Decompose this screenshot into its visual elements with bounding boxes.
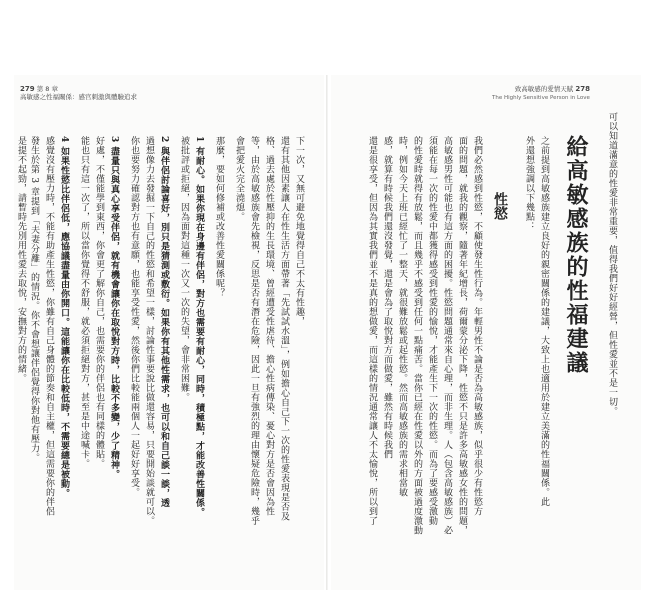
tip-2-cont-2: 你也要努力確認對方也有意願，也能享受性愛，然後你們比較能兩個人一起好好享受。 <box>129 136 139 497</box>
tip-2: 2 與伴侶討論喜好，別只是猜測或敷衍。如果你有其他性需求，也可以和自己談一談，透 <box>159 136 169 508</box>
left-line-4: 等，由於高敏感族會先檢視，反思是否有潛在危險，因此一旦有強烈的理由懷疑危險時，幾乎 <box>249 136 259 526</box>
left-running-head <box>20 85 137 101</box>
body-line-7: 感，就算有時候我們還沒發覺，還是會為了取悅對方而做愛，雖然有時候我們 <box>382 136 392 459</box>
left-page-number: 279 <box>20 85 35 93</box>
tip-3-cont-2: 能也只有這一次了，所以當你覺得不舒服，就必須拒絕對方，甚至是中途喊卡。 <box>79 136 89 469</box>
intro-text: 可以知道滿意的性愛非常重要，值得我們好好經營，但性愛並不是一切。 <box>607 112 617 416</box>
tip-4-cont-3: 是提不起勁，請暫時先別用性愛去取悅，安撫對方的情緒。 <box>16 136 26 383</box>
body-line-2: 面的問題，就我的觀察，隨著年紀增長，荷爾蒙分泌下降，性慾不只是許多高敏感女性的問題， <box>457 136 467 535</box>
body-line-8: 還是很享受，但因為其實我們並不是真的想做愛，而這樣的情況通常讓人不太愉悅，所以到了 <box>367 136 377 526</box>
tip-4-cont: 感覺沒有壓力時，不能有助產生性慾，你雖有自己身體的節奏和自主權，但這需要你的伴侶 <box>44 136 54 516</box>
tip-4: 4 如果性慾比伴侶低，應協議盡量由你開口。這能讓你在比較低時，不需要總是被動。 <box>59 136 69 498</box>
book-gutter <box>326 75 328 590</box>
body-line-6: 時，例如今天上班已經忙了一整天，就很難放鬆或起性慾。然而高敏感族的需求相當敏 <box>397 136 407 497</box>
body-line-4: 須能在每一次的性愛中都獲得感受到性愛的愉悅，才能產生下一次的性慾。而為了要感受激動 <box>427 136 437 526</box>
left-line-6: 那麼，要如何修補或改善性愛關係呢？ <box>214 136 224 298</box>
body-line-3: 高敏感男性可能也有這方面的困擾。性慾問題通常來自心理，而非生理。人（包含高敏感族）必 <box>442 136 452 535</box>
body-line-5: 的性愛時就得有放鬆，而且幾乎不感受到任何一點痛苦。當你已經在性愛以外的方面被過度激動 <box>412 136 422 535</box>
tip-1: 1 有耐心。如果你現在身邊有伴侶，對方也需要有耐心，同時，積極點，才能改善性關係。 <box>194 136 204 517</box>
tip-3: 3 盡量只與真心享受伴侶，就有機會讓你在取悅對方時，比較不多變，少了精神。 <box>109 136 119 479</box>
left-line-3: 格、過去處於性壓抑的生長環境、曾經遭受性虐待、擔心性病傳染、憂心對方是否會因為性 <box>264 136 274 516</box>
tip-2-cont: 過想像力去發掘一下自己的性慾和希望一樣，討論性事要說比做還容易，只要開始談就可以。 <box>144 136 154 526</box>
left-line-2: 還有其他因素讓人在性生活方面帶著「先試試水溫」，例如擔心自己下一次的性愛表現是否及 <box>279 136 289 521</box>
right-running-title: 致高敏感的愛情天賦 <box>514 85 574 93</box>
right-page-number: 278 <box>575 85 590 93</box>
left-chapter-title: 高敏感之性福關係：感官刺激與體驗追求 <box>20 93 137 101</box>
section-title: 給高敏感族的性福建議 <box>563 135 588 375</box>
left-chapter-label: 第 8 章 <box>36 85 58 93</box>
tip-3-cont: 好處，不僅能學到東西，你會更了解你自己，也需要你的伴侶也有同樣的體貼。 <box>94 136 104 469</box>
section-heading-libido: 性慾 <box>492 192 508 220</box>
subtitle-line-2: 外還想強調以下幾點： <box>524 136 534 231</box>
left-line-1: 下一次，又無可避免地覺得自己不太有性趣， <box>294 136 304 326</box>
right-running-subtitle: The Highly Sensitive Person in Love <box>492 95 590 101</box>
tip-1-cont: 被批評或拒絕，因為面對這種一次又一次的失望，會非常困難。 <box>179 136 189 402</box>
tip-4-cont-2: 發生於第 3 章提到「夫妻分離」的情況。你不會想讓伴侶覺得你對他有壓力。 <box>29 136 39 463</box>
body-line-1: 我們必然感到性慾，不顧使發生性行為。年輕男性不論是否為高敏感族，似乎很少有性慾方 <box>472 136 482 516</box>
subtitle-line-1: 之前提到高敏感族建立良好的親密關係的建議，大致上也適用於建立美滿的性福關係。此 <box>539 136 549 507</box>
right-running-head <box>492 85 590 102</box>
left-line-5: 會把愛火完全澆熄。 <box>234 136 244 222</box>
